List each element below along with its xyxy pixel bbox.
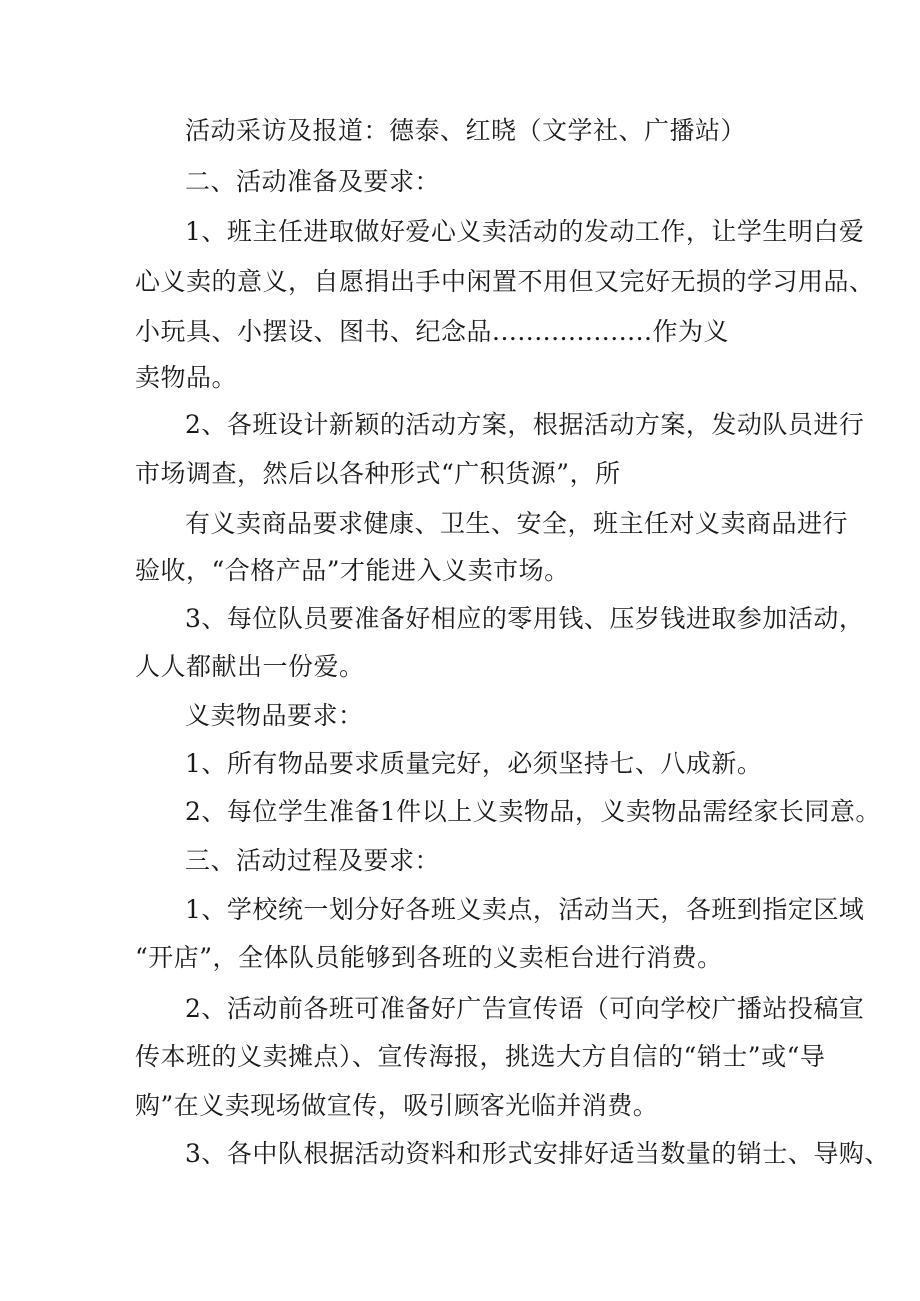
text-line: 活动采访及报道：德泰、红晓（文学社、广播站） bbox=[185, 116, 747, 145]
text-line: 购”在义卖现场做宣传，吸引顾客光临并消费。 bbox=[135, 1091, 659, 1120]
text-line: 有义卖商品要求健康、卫生、安全，班主任对义卖商品进行 bbox=[185, 509, 849, 538]
text-line: 人人都献出一份爱。 bbox=[135, 652, 365, 681]
text-line: 传本班的义卖摊点）、宣传海报，挑选大方自信的“销士”或“导 bbox=[135, 1042, 826, 1071]
text-line: “开店”，全体队员能够到各班的义卖柜台进行消费。 bbox=[135, 943, 723, 972]
text-line: 3、各中队根据活动资料和形式安排好适当数量的销士、导购、 bbox=[185, 1139, 890, 1168]
text-line: 2、每位学生准备1件以上义卖物品，义卖物品需经家长同意。 bbox=[185, 797, 881, 826]
section-heading: 义卖物品要求： bbox=[185, 701, 364, 730]
text-line: 验收，“合格产品”才能进入义卖市场。 bbox=[135, 556, 570, 585]
text-line: 小玩具、小摆设、图书、纪念品...................作为义 bbox=[135, 317, 729, 346]
text-line: 1、学校统一划分好各班义卖点，活动当天，各班到指定区域 bbox=[185, 895, 865, 924]
text-line: 3、每位队员要准备好相应的零用钱、压岁钱进取参加活动， bbox=[185, 604, 865, 633]
text-line: 卖物品。 bbox=[135, 363, 238, 392]
text-line: 市场调查，然后以各种形式“广积货源”，所 bbox=[135, 459, 621, 488]
section-heading: 三、活动过程及要求： bbox=[185, 846, 441, 875]
text-line: 2、活动前各班可准备好广告宣传语（可向学校广播站投稿宣 bbox=[185, 994, 865, 1023]
text-line: 心义卖的意义，自愿捐出手中闲置不用但又完好无损的学习用品、 bbox=[135, 267, 875, 296]
text-line: 1、班主任进取做好爱心义卖活动的发动工作，让学生明白爱 bbox=[185, 217, 865, 246]
section-heading: 二、活动准备及要求： bbox=[185, 167, 441, 196]
text-line: 1、所有物品要求质量完好，必须坚持七、八成新。 bbox=[185, 749, 763, 778]
text-line: 2、各班设计新颖的活动方案，根据活动方案，发动队员进行 bbox=[185, 410, 865, 439]
